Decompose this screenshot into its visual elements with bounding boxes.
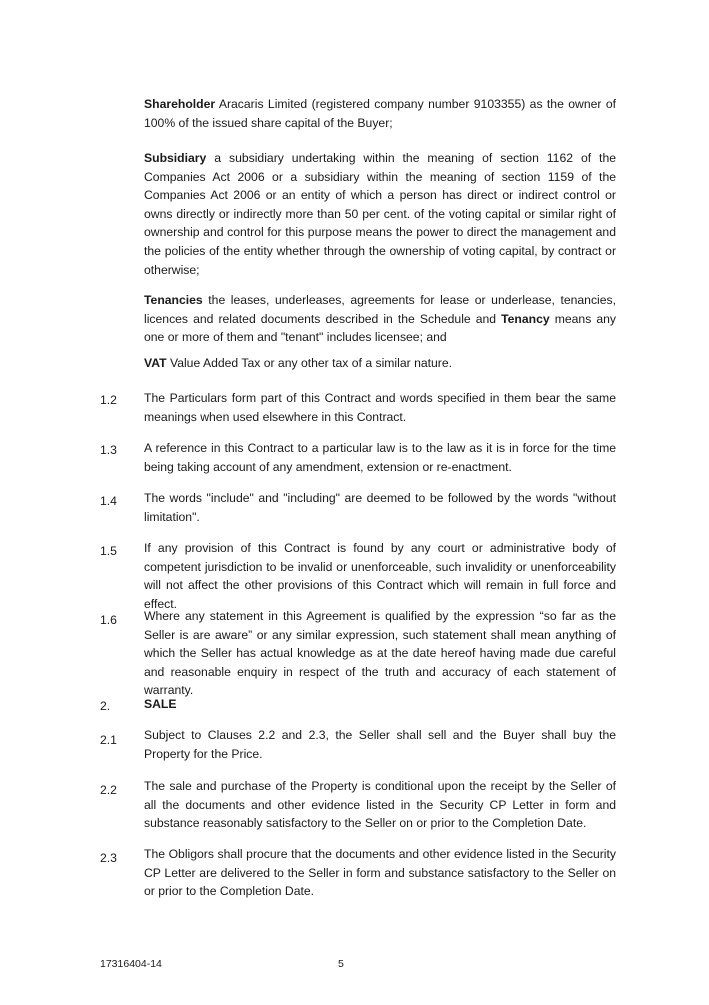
definition-text: means any one or more of them and "tenant" includes licensee; and bbox=[144, 311, 616, 345]
clause-text: Subject to Clauses 2.2 and 2.3, the Seller shall sell and the Buyer shall buy the Property for the Price. bbox=[144, 728, 616, 761]
definition-text: a subsidiary undertaking within the meaning of section 1162 of the Companies Act 2006 or a subsidiary within the meaning of section 1159 of the Companies Act 2006 or an entity of which a person has direct or indirect control or owns directly or indirectly more than 50 per cent. of the voting capital or similar right of ownership and control for this purpose means the power to direct the management and the policies of the entity whether through the ownership of voting capital, by contract or otherwise; bbox=[144, 151, 616, 277]
defined-term: Tenancy bbox=[501, 311, 550, 326]
definition-shareholder bbox=[144, 95, 616, 132]
clause-number: 1.3 bbox=[100, 443, 117, 457]
clause-text: If any provision of this Contract is found by any court or administrative body of competent jurisdiction to be invalid or unenforceable, such invalidity or unenforceability will not affect the other provisions of this Contract which will remain in full force and effect. bbox=[144, 541, 616, 611]
definition-text: the leases, underleases, agreements for lease or underlease, tenancies, licences and related documents described in the Schedule and bbox=[144, 293, 616, 326]
clause-text: The sale and purchase of the Property is conditional upon the receipt by the Seller of all the documents and other evidence listed in the Security CP Letter in form and substance reasonably satisfactory to the Seller on or prior to the Completion Date. bbox=[144, 779, 616, 831]
clause-text: The words "include" and "including" are deemed to be followed by the words "without limitation". bbox=[144, 491, 616, 524]
defined-term: Subsidiary bbox=[144, 151, 207, 165]
clause-number: 1.5 bbox=[100, 544, 117, 558]
page-number: 5 bbox=[338, 958, 344, 970]
defined-term: Tenancies bbox=[144, 293, 203, 307]
clause-text: A reference in this Contract to a particular law is to the law as it is in force for the time being taking account of any amendment, extension or re-enactment. bbox=[144, 441, 616, 474]
defined-term: VAT bbox=[144, 356, 167, 370]
clause-number: 2.1 bbox=[100, 733, 117, 747]
definition-vat bbox=[144, 354, 616, 373]
definition-tenancies bbox=[144, 291, 616, 347]
section-number: 2. bbox=[100, 699, 111, 713]
clause-number: 2.3 bbox=[100, 851, 117, 865]
clause-text: Where any statement in this Agreement is qualified by the expression “so far as the Seller is are aware” or any similar expression, such statement shall mean anything of which the Seller has actual knowledge as at the date hereof having made due careful and reasonable enquiry in respect of the truth and accuracy of each statement of warranty. bbox=[144, 609, 616, 698]
clause-number: 2.2 bbox=[100, 783, 117, 797]
clause-text: The Particulars form part of this Contract and words specified in them bear the same meanings when used elsewhere in this Contract. bbox=[144, 391, 616, 424]
definition-text: Aracaris Limited (registered company number 9103355) as the owner of 100% of the issued share capital of the Buyer; bbox=[144, 97, 616, 130]
clause-number: 1.4 bbox=[100, 494, 117, 508]
clause-number: 1.2 bbox=[100, 393, 117, 407]
definition-subsidiary bbox=[144, 149, 616, 279]
clause-text: The Obligors shall procure that the documents and other evidence listed in the Security CP Letter are delivered to the Seller in form and substance satisfactory to the Seller on or prior to the Completion Date. bbox=[144, 847, 616, 899]
document-reference: 17316404-14 bbox=[100, 958, 162, 970]
defined-term: Shareholder bbox=[144, 97, 216, 111]
definition-text: Value Added Tax or any other tax of a similar nature. bbox=[166, 356, 453, 370]
clause-number: 1.6 bbox=[100, 613, 117, 627]
section-heading: SALE bbox=[144, 697, 177, 711]
